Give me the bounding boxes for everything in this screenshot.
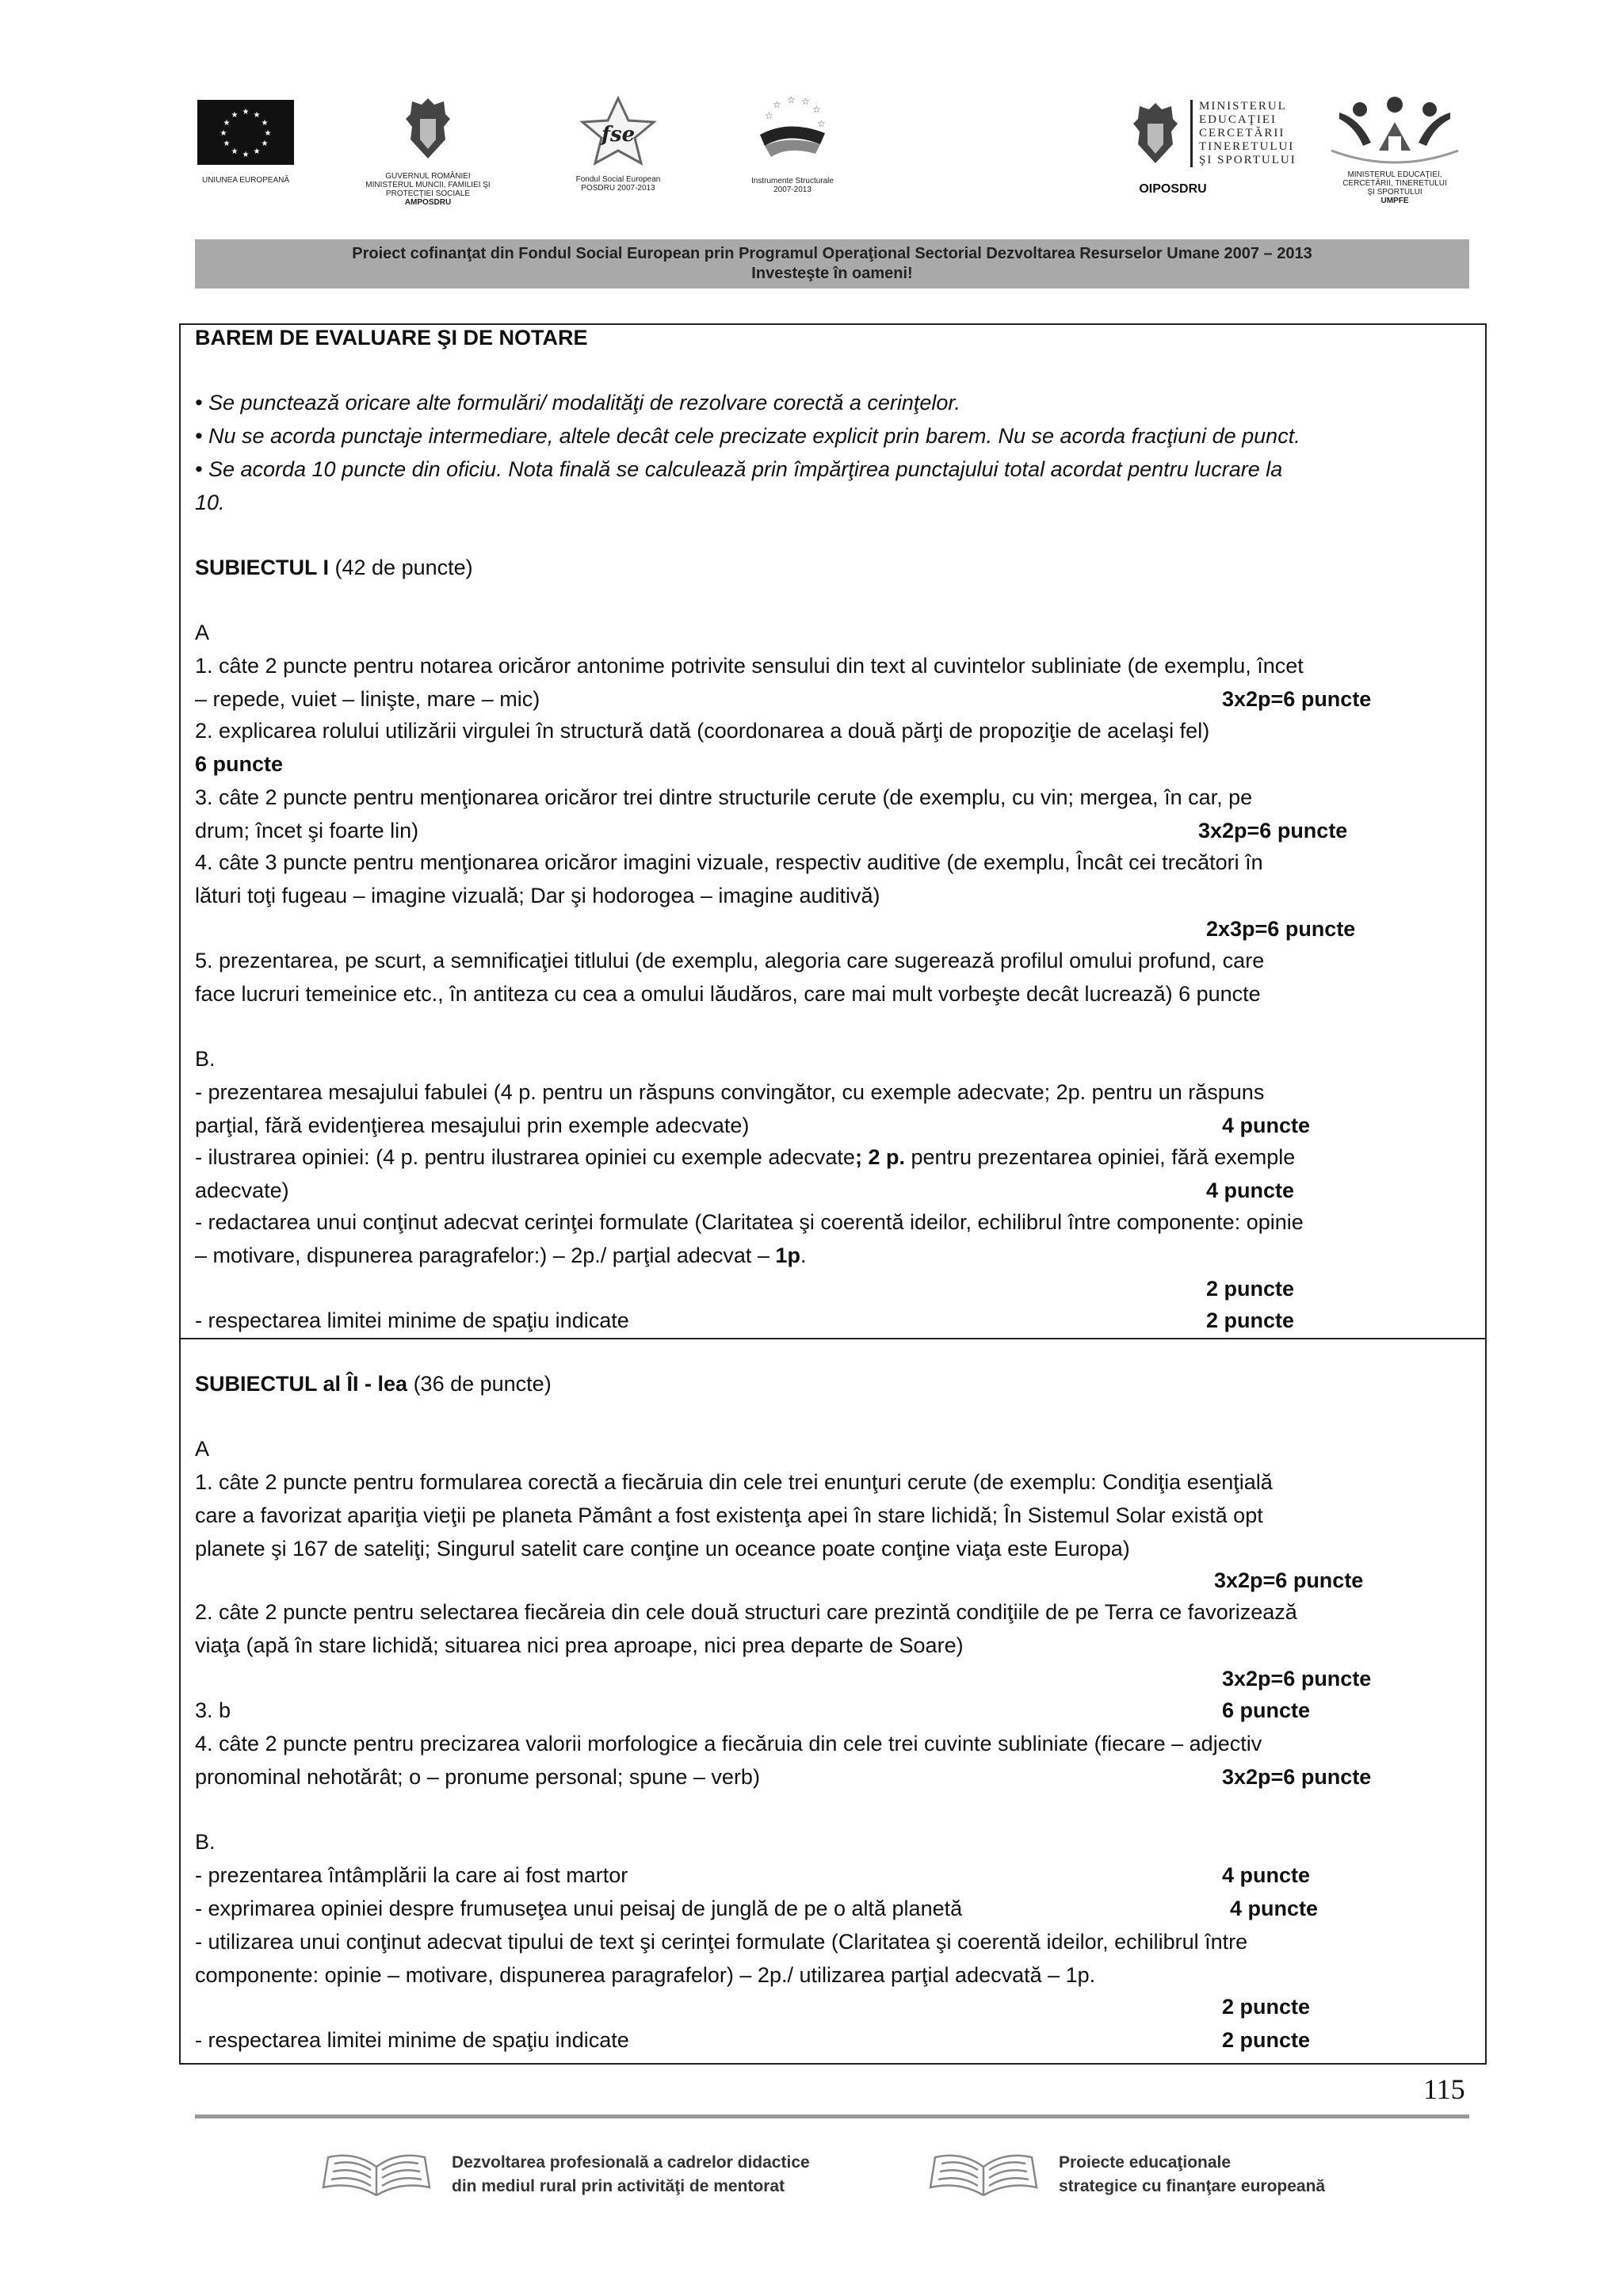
eu-flag-icon <box>197 100 294 165</box>
item-text: 2. explicarea rolului utilizării virgulei în structură dată (coordonarea a două părţi de propoziţie de acelaşi fel) <box>195 719 1210 743</box>
item-score: 2 puncte <box>1222 2028 1311 2052</box>
coat-of-arms-icon <box>403 95 453 162</box>
subject-2-b-label: B. <box>195 1830 216 1854</box>
item-score: 2 puncte <box>1222 1995 1311 2019</box>
umpfe-people-icon <box>1323 95 1466 166</box>
subject-1-a-label: A <box>195 621 210 644</box>
footer-line: Proiecte educaţionale <box>1059 2153 1232 2172</box>
item-score: 2x3p=6 puncte <box>1206 917 1356 941</box>
logo-caption: CERCETĂRII, TINERETULUI <box>1342 179 1447 188</box>
section-divider <box>179 1338 1487 1339</box>
header-logos <box>190 95 1474 222</box>
coat-of-arms-icon <box>1130 100 1181 166</box>
svg-text:☆: ☆ <box>812 104 821 115</box>
item-text: drum; încet şi foarte lin) <box>195 819 419 842</box>
footer-line: strategice cu finanţare europeană <box>1059 2177 1326 2195</box>
item-text: - respectarea limitei minime de spaţiu indicate <box>195 2028 629 2052</box>
logo-caption: Fondul Social European <box>575 175 661 184</box>
guvernul-logo <box>357 95 499 207</box>
logo-caption: POSDRU 2007-2013 <box>581 184 655 193</box>
item-text: - redactarea unui conţinut adecvat cerinţei formulate (Claritatea şi coerentă ideilor, echilibrul între componente: opinie <box>195 1210 1304 1234</box>
instrumente-logo <box>737 95 848 194</box>
item-text: - exprimarea opiniei despre frumuseţea unui peisaj de junglă de pe o altă planetă <box>195 1897 963 1920</box>
footer-line: Dezvoltarea profesională a cadrelor didactice <box>452 2153 810 2172</box>
logo-caption: Instrumente Structurale <box>751 177 834 185</box>
logo-caption: UNIUNEA EUROPEANĂ <box>201 176 290 185</box>
item-text-bold: ; 2 p. <box>854 1145 905 1169</box>
item-text: - prezentarea mesajului fabulei (4 p. pentru un răspuns convingător, cu exemple adecvate; 2p. pentru un răspuns <box>195 1080 1265 1104</box>
barem-title: BAREM DE EVALUARE ŞI DE NOTARE <box>195 326 588 350</box>
subject-1-points: (42 de puncte) <box>329 556 473 579</box>
item-text: planete şi 167 de sateliţi; Singurul satelit care conţine un oceance poate conţine viaţa este Europa) <box>195 1537 1130 1561</box>
item-text: – repede, vuiet – linişte, mare – mic) <box>195 687 540 711</box>
logo-caption-bold: AMPOSDRU <box>404 198 452 207</box>
item-text: lături toţi fugeau – imagine vizuală; Dar şi hodorogea – imagine auditivă) <box>195 884 880 907</box>
page-number: 115 <box>1423 2073 1465 2105</box>
item-text: care a favorizat apariţia vieţii pe planeta Pământ a fost existenţa apei în stare lichidă; În Sistemul Solar există opt <box>195 1503 1263 1527</box>
ministerul-line: MINISTERUL <box>1199 100 1287 113</box>
svg-text:★: ★ <box>223 139 231 148</box>
subject-2-a-label: A <box>195 1437 210 1461</box>
svg-text:★: ★ <box>223 119 231 128</box>
item-score: 6 puncte <box>1222 1698 1311 1722</box>
logo-caption: PROTECŢIEI SOCIALE <box>385 189 471 198</box>
svg-text:★: ★ <box>242 151 250 159</box>
barem-rule: • Se punctează oricare alte formulări/ modalităţi de rezolvare corectă a cerinţelor. <box>195 391 960 415</box>
item-text-part: - ilustrarea opiniei: (4 p. pentru ilustrarea opiniei cu exemple adecvate <box>195 1145 855 1169</box>
footer-left <box>317 2146 810 2206</box>
item-text: 3. b <box>195 1698 231 1722</box>
svg-text:☆: ☆ <box>801 96 810 107</box>
item-score: 2 puncte <box>1206 1277 1295 1301</box>
item-text: 5. prezentarea, pe scurt, a semnificaţiei titlului (de exemplu, alegoria care sugerează profilul omului profund, care <box>195 949 1265 972</box>
subject-1-heading <box>195 555 473 580</box>
item-score: 4 puncte <box>1230 1897 1319 1920</box>
ministerul-line: TINERETULUI <box>1199 140 1295 153</box>
item-text: - prezentarea întâmplării la care ai fost martor <box>195 1863 628 1887</box>
item-text: 3. câte 2 puncte pentru menţionarea oricăror trei dintre structurile cerute (de exemplu, cu vin; mergea, în car, pe <box>195 785 1253 809</box>
ministerul-line: ŞI SPORTULUI <box>1199 154 1296 166</box>
item-score: 3x2p=6 puncte <box>1214 1568 1364 1592</box>
item-text: parţial, fără evidenţierea mesajului prin exemple adecvate) <box>195 1114 750 1137</box>
footer-line: din mediul rural prin activităţi de mentorat <box>452 2177 785 2195</box>
item-text: - respectarea limitei minime de spaţiu indicate <box>195 1308 629 1332</box>
footer-text <box>452 2151 810 2199</box>
item-score: 3x2p=6 puncte <box>1222 1765 1372 1789</box>
item-score: 6 puncte <box>195 752 284 776</box>
svg-text:☆: ☆ <box>817 118 826 129</box>
svg-text:★: ★ <box>253 147 261 156</box>
subject-2-points: (36 de puncte) <box>407 1372 552 1396</box>
svg-text:★: ★ <box>231 111 239 120</box>
item-text-part: . <box>800 1244 807 1267</box>
item-score: 3x2p=6 puncte <box>1222 687 1372 711</box>
svg-text:★: ★ <box>264 129 272 138</box>
project-banner <box>195 239 1469 288</box>
eu-logo <box>190 100 301 185</box>
banner-slogan: Investeşte în oameni! <box>751 265 913 282</box>
instrumente-structurale-icon <box>749 95 836 168</box>
svg-text:★: ★ <box>231 147 239 156</box>
logo-caption: MINISTERUL MUNCII, FAMILIEI ŞI <box>365 181 491 189</box>
item-score: 4 puncte <box>1222 1114 1311 1137</box>
logo-caption: 2007-2013 <box>773 185 812 194</box>
logo-caption: GUVERNUL ROMÂNIEI <box>385 172 471 181</box>
open-book-icon <box>924 2146 1043 2202</box>
footer-rule <box>195 2115 1469 2118</box>
svg-text:fse: fse <box>601 123 636 147</box>
svg-text:☆: ☆ <box>787 95 796 105</box>
fse-star-icon <box>575 95 662 166</box>
svg-text:☆: ☆ <box>773 99 781 110</box>
item-score: 3x2p=6 puncte <box>1198 819 1348 842</box>
item-text: 4. câte 2 puncte pentru precizarea valorii morfologice a fiecăruia din cele trei cuvinte subliniate (fiecare – adjectiv <box>195 1732 1262 1755</box>
subject-2-title: SUBIECTUL al ÎI - lea <box>195 1372 408 1396</box>
logo-caption-bold: OIPOSDRU <box>1139 182 1207 196</box>
logo-caption: ŞI SPORTULUI <box>1367 188 1423 197</box>
item-text-bold: 1p <box>775 1244 800 1267</box>
subject-2-heading <box>195 1371 552 1396</box>
footer-text <box>1059 2151 1325 2199</box>
item-text: componente: opinie – motivare, dispunerea paragrafelor) – 2p./ utilizarea parţial adecvată – 1p. <box>195 1963 1096 1987</box>
item-text: adecvate) <box>195 1179 289 1202</box>
ministerul-line: CERCETĂRII <box>1199 127 1285 139</box>
ministerul-line: EDUCAŢIEI <box>1199 113 1277 126</box>
logo-caption: MINISTERUL EDUCAŢIEI, <box>1347 170 1442 179</box>
item-score: 3x2p=6 puncte <box>1222 1667 1372 1690</box>
item-score: 2 puncte <box>1206 1308 1295 1332</box>
open-book-icon <box>317 2146 436 2202</box>
item-text: face lucruri temeinice etc., în antiteza cu cea a omului lăudăros, care mai mult vorbeşte decât lucrează) 6 puncte <box>195 982 1261 1006</box>
item-score: 4 puncte <box>1206 1179 1295 1202</box>
fse-logo <box>563 95 674 193</box>
svg-text:★: ★ <box>242 108 250 117</box>
subject-1-title: SUBIECTUL I <box>195 556 330 579</box>
item-text-part: pentru prezentarea opiniei, fără exemple <box>904 1145 1296 1169</box>
barem-rule: • Se acorda 10 puncte din oficiu. Nota finală se calculează prin împărţirea punctajului total acordat pentru lucrare la <box>195 457 1283 481</box>
item-text: pronominal nehotărât; o – pronume personal; spune – verb) <box>195 1765 760 1789</box>
item-text: 1. câte 2 puncte pentru notarea oricăror antonime potrivite sensului din text al cuvintelor subliniate (de exemplu, încet <box>195 654 1304 678</box>
svg-text:★: ★ <box>253 111 261 120</box>
ministerul-text <box>1190 100 1296 167</box>
svg-text:★: ★ <box>261 119 269 128</box>
item-text: 2. câte 2 puncte pentru selectarea fiecăreia din cele două structuri care prezintă condiţiile de pe Terra ce favorizează <box>195 1600 1297 1624</box>
item-text: viaţa (apă în stare lichidă; situarea nici prea aproape, nici prea departe de Soare) <box>195 1633 964 1657</box>
svg-text:★: ★ <box>261 139 269 148</box>
logo-caption-bold: UMPFE <box>1381 197 1409 205</box>
item-text: - utilizarea unui conţinut adecvat tipului de text şi cerinţei formulate (Claritatea şi coerentă ideilor, echilibrul între <box>195 1930 1248 1954</box>
item-score: 4 puncte <box>1222 1863 1311 1887</box>
subject-1-b-label: B. <box>195 1047 216 1071</box>
umpfe-logo <box>1316 95 1474 205</box>
item-text <box>195 1243 806 1268</box>
footer-right <box>924 2146 1326 2206</box>
item-text: 1. câte 2 puncte pentru formularea corectă a fiecăruia din cele trei enunţuri cerute (de exemplu: Condiţia esenţială <box>195 1470 1273 1494</box>
svg-text:☆: ☆ <box>765 110 773 121</box>
barem-rule: 10. <box>195 491 225 514</box>
item-text: 4. câte 3 puncte pentru menţionarea oricăror imagini vizuale, respectiv auditive (de exemplu, Încât cei trecători în <box>195 850 1263 874</box>
item-text-part: – motivare, dispunerea paragrafelor:) – 2p./ parţial adecvat – <box>195 1244 776 1267</box>
barem-rule: • Nu se acorda punctaje intermediare, altele decât cele precizate explicit prin barem. Nu se acorda fracţiuni de punct. <box>195 424 1300 448</box>
item-text <box>195 1144 1295 1170</box>
svg-text:★: ★ <box>220 129 227 138</box>
banner-line: Proiect cofinanţat din Fondul Social European prin Programul Operaţional Sectorial Dezvoltarea Resurselor Umane 2007 – 2013 <box>352 245 1312 262</box>
